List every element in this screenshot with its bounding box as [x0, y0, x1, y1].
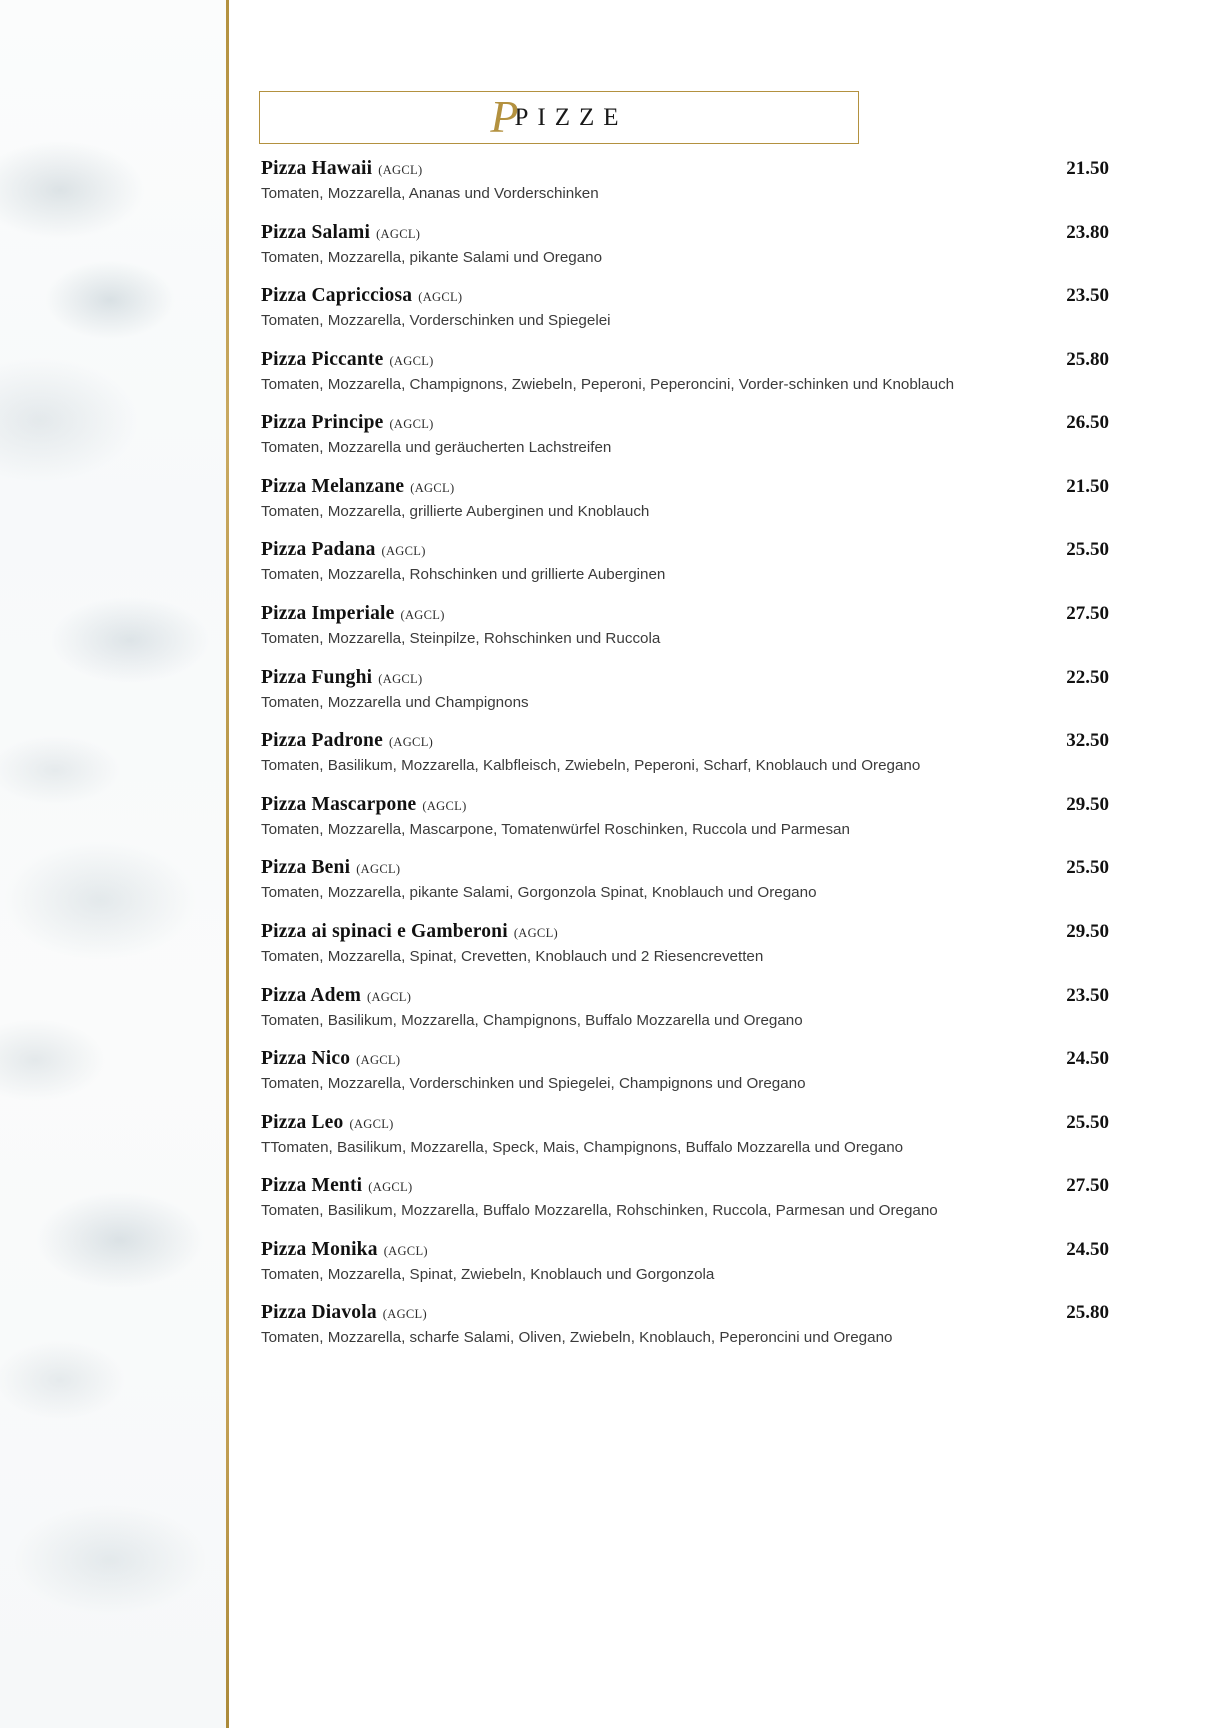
menu-item [261, 1111, 1109, 1159]
menu-item-description: Tomaten, Mozzarella, Rohschinken und grillierte Auberginen [261, 566, 666, 584]
menu-item-allergen-tag: (AGCL) [389, 417, 434, 432]
menu-item-header [261, 1048, 1109, 1070]
menu-item-allergen-tag: (AGCL) [513, 925, 558, 940]
menu-item-name: Pizza Monika [261, 1238, 378, 1260]
menu-item-header [261, 857, 1109, 879]
menu-item-name-wrap [261, 857, 400, 879]
menu-item-header [261, 412, 1109, 434]
menu-item [261, 1175, 1109, 1222]
menu-item-price: 23.50 [1066, 285, 1109, 307]
menu-item-allergen-tag: (AGCL) [383, 1243, 428, 1258]
menu-item [261, 285, 1109, 332]
menu-item-allergen-tag: (AGCL) [378, 671, 423, 686]
menu-item-description: Tomaten, Mozzarella, Champignons, Zwiebeln, Peperoni, Peperoncini, Vorder-schinken und Knoblauch [261, 375, 955, 393]
menu-item-header [261, 730, 1109, 752]
menu-item-name-wrap [261, 1302, 427, 1324]
menu-item-header [261, 158, 1109, 180]
menu-item-name: Pizza Beni [261, 857, 351, 879]
menu-item-name: Pizza Padana [261, 539, 376, 561]
menu-item [261, 1302, 1109, 1349]
menu-item-header [261, 1175, 1109, 1197]
menu-item-allergen-tag: (AGCL) [376, 226, 421, 241]
menu-item-name: Pizza Funghi [261, 666, 373, 688]
menu-item-name-wrap [261, 730, 433, 752]
menu-item-name-wrap [261, 1175, 412, 1197]
menu-item-header [261, 285, 1109, 307]
menu-item-name: Pizza Diavola [261, 1302, 377, 1324]
menu-item-price: 25.50 [1066, 857, 1109, 879]
menu-item [261, 1048, 1109, 1095]
menu-item-name: Pizza Melanzane [261, 475, 405, 497]
menu-item-header [261, 603, 1109, 625]
menu-item-allergen-tag: (AGCL) [368, 1180, 413, 1195]
menu-item-price: 25.50 [1066, 539, 1109, 561]
menu-item-name: Pizza Principe [261, 412, 384, 434]
menu-item-list [261, 158, 1109, 1366]
menu-item-allergen-tag: (AGCL) [410, 480, 455, 495]
menu-item-allergen-tag: (AGCL) [356, 1053, 401, 1068]
menu-item-header [261, 920, 1109, 943]
page-title [260, 90, 858, 142]
menu-item-description: Tomaten, Mozzarella, Vorderschinken und Spiegelei, Champignons und Oregano [261, 1075, 806, 1093]
menu-item-name: Pizza Mascarpone [261, 793, 417, 815]
menu-item-price: 27.50 [1066, 1175, 1109, 1197]
menu-item-header [261, 666, 1109, 689]
menu-item-allergen-tag: (AGCL) [367, 989, 412, 1004]
marble-decorative-band [0, 0, 228, 1728]
menu-item [261, 603, 1109, 650]
menu-item-name: Pizza Menti [261, 1175, 363, 1197]
menu-item [261, 857, 1109, 904]
menu-item-allergen-tag: (AGCL) [378, 163, 423, 177]
menu-item-price: 26.50 [1066, 412, 1109, 434]
menu-item-name-wrap [261, 222, 420, 244]
menu-item-header [261, 1111, 1109, 1134]
menu-item-description: Tomaten, Basilikum, Mozzarella, Buffalo Mozzarella, Rohschinken, Ruccola, Parmesan und Oregano [261, 1202, 938, 1220]
menu-item-description: TTomaten, Basilikum, Mozzarella, Speck, Mais, Champignons, Buffalo Mozzarella und Oregano [261, 1138, 904, 1156]
menu-item-allergen-tag: (AGCL) [418, 290, 463, 305]
menu-item-name-wrap [261, 603, 445, 625]
menu-item-allergen-tag: (AGCL) [356, 862, 401, 877]
menu-item-header [261, 984, 1109, 1007]
menu-item-allergen-tag: (AGCL) [381, 544, 426, 559]
menu-page [229, 0, 1222, 1728]
menu-item [261, 1238, 1109, 1286]
menu-item-name-wrap [261, 1048, 400, 1070]
menu-item-price: 25.50 [1066, 1111, 1109, 1133]
menu-item-allergen-tag: (AGCL) [389, 353, 434, 368]
menu-item-description: Tomaten, Mozzarella, Steinpilze, Rohschinken und Ruccola [261, 630, 661, 648]
menu-item-name-wrap [261, 921, 558, 943]
menu-item-name-wrap [261, 1112, 394, 1134]
menu-item-allergen-tag: (AGCL) [422, 798, 467, 813]
menu-item [261, 666, 1109, 714]
menu-item-allergen-tag: (AGCL) [388, 735, 434, 750]
menu-item [261, 348, 1109, 396]
menu-item-name: Pizza Leo [261, 1111, 344, 1133]
menu-item-price: 25.80 [1066, 1302, 1109, 1324]
menu-item-name: Pizza Padrone [261, 730, 383, 752]
menu-item [261, 984, 1109, 1032]
section-title-box [259, 91, 859, 144]
menu-item-name: Pizza Capricciosa [261, 285, 413, 307]
menu-item-name: Pizza Hawaii [261, 158, 373, 179]
menu-item-name-wrap [261, 476, 454, 498]
menu-item [261, 539, 1109, 586]
menu-item-name: Pizza Nico [261, 1048, 351, 1070]
menu-item-name-wrap [261, 158, 422, 180]
menu-item-name-wrap [261, 794, 467, 816]
menu-item-name: Pizza Piccante [261, 348, 384, 370]
menu-item-description: Tomaten, Mozzarella, pikante Salami, Gorgonzola Spinat, Knoblauch und Oregano [261, 884, 817, 902]
menu-item-header [261, 1302, 1109, 1324]
menu-item-price: 32.50 [1066, 730, 1109, 752]
menu-item [261, 158, 1109, 205]
menu-item-price: 23.50 [1066, 984, 1109, 1006]
section-title-initial: P [490, 90, 519, 142]
menu-item-name-wrap [261, 1239, 428, 1261]
menu-item-price: 27.50 [1066, 603, 1109, 625]
menu-item-price: 21.50 [1066, 475, 1109, 497]
menu-item [261, 920, 1109, 968]
menu-item-name-wrap [261, 412, 434, 434]
menu-item-description: Tomaten, Mozzarella und Champignons [261, 693, 529, 711]
menu-item-description: Tomaten, Mozzarella, Spinat, Crevetten, Knoblauch und 2 Riesencrevetten [261, 947, 764, 965]
menu-item-description: Tomaten, Mozzarella, Mascarpone, Tomatenwürfel Roschinken, Ruccola und Parmesan [261, 820, 850, 838]
menu-item [261, 730, 1109, 777]
menu-item-description: Tomaten, Mozzarella, scharfe Salami, Oliven, Zwiebeln, Knoblauch, Peperoncini und Oregano [261, 1329, 893, 1347]
menu-item-price: 25.80 [1066, 348, 1109, 370]
menu-item [261, 475, 1109, 523]
menu-item-header [261, 793, 1109, 816]
menu-item-header [261, 539, 1109, 561]
menu-item-description: Tomaten, Mozzarella, Ananas und Vorderschinken [261, 185, 599, 202]
menu-item-price: 29.50 [1066, 920, 1109, 942]
menu-item-description: Tomaten, Mozzarella, grillierte Auberginen und Knoblauch [261, 502, 650, 520]
menu-item-name: Pizza Salami [261, 221, 371, 243]
menu-item-description: Tomaten, Mozzarella und geräucherten Lachstreifen [261, 439, 612, 457]
menu-item-header [261, 221, 1109, 244]
menu-item-allergen-tag: (AGCL) [349, 1116, 394, 1131]
menu-item-description: Tomaten, Basilikum, Mozzarella, Kalbfleisch, Zwiebeln, Peperoni, Scharf, Knoblauch und Oregano [261, 757, 921, 775]
menu-item-price: 23.80 [1066, 221, 1109, 243]
menu-item-name-wrap [261, 285, 462, 307]
menu-item-name: Pizza Adem [261, 984, 362, 1006]
menu-item-price: 24.50 [1066, 1048, 1109, 1070]
menu-item-name: Pizza Imperiale [261, 603, 395, 625]
menu-item-description: Tomaten, Basilikum, Mozzarella, Champignons, Buffalo Mozzarella und Oregano [261, 1011, 803, 1029]
section-title-text: PIZZE [514, 103, 628, 131]
menu-item-header [261, 348, 1109, 371]
menu-item-price: 24.50 [1066, 1238, 1109, 1260]
menu-item-allergen-tag: (AGCL) [382, 1307, 427, 1322]
menu-item-name-wrap [261, 667, 422, 689]
menu-item-name: Pizza ai spinaci e Gamberoni [261, 920, 508, 942]
menu-item-allergen-tag: (AGCL) [400, 608, 445, 623]
menu-item-price: 22.50 [1066, 666, 1109, 688]
menu-item-description: Tomaten, Mozzarella, Spinat, Zwiebeln, Knoblauch und Gorgonzola [261, 1265, 715, 1283]
menu-item-description: Tomaten, Mozzarella, pikante Salami und Oregano [261, 248, 603, 266]
menu-item [261, 793, 1109, 841]
menu-item-name-wrap [261, 985, 411, 1007]
menu-item-header [261, 475, 1109, 498]
menu-item-price: 29.50 [1066, 793, 1109, 815]
menu-item-name-wrap [261, 539, 426, 561]
menu-item-description: Tomaten, Mozzarella, Vorderschinken und Spiegelei [261, 312, 611, 330]
menu-item-name-wrap [261, 349, 434, 371]
menu-item [261, 221, 1109, 269]
menu-item-price: 21.50 [1066, 158, 1109, 179]
menu-item [261, 412, 1109, 459]
menu-item-header [261, 1238, 1109, 1261]
